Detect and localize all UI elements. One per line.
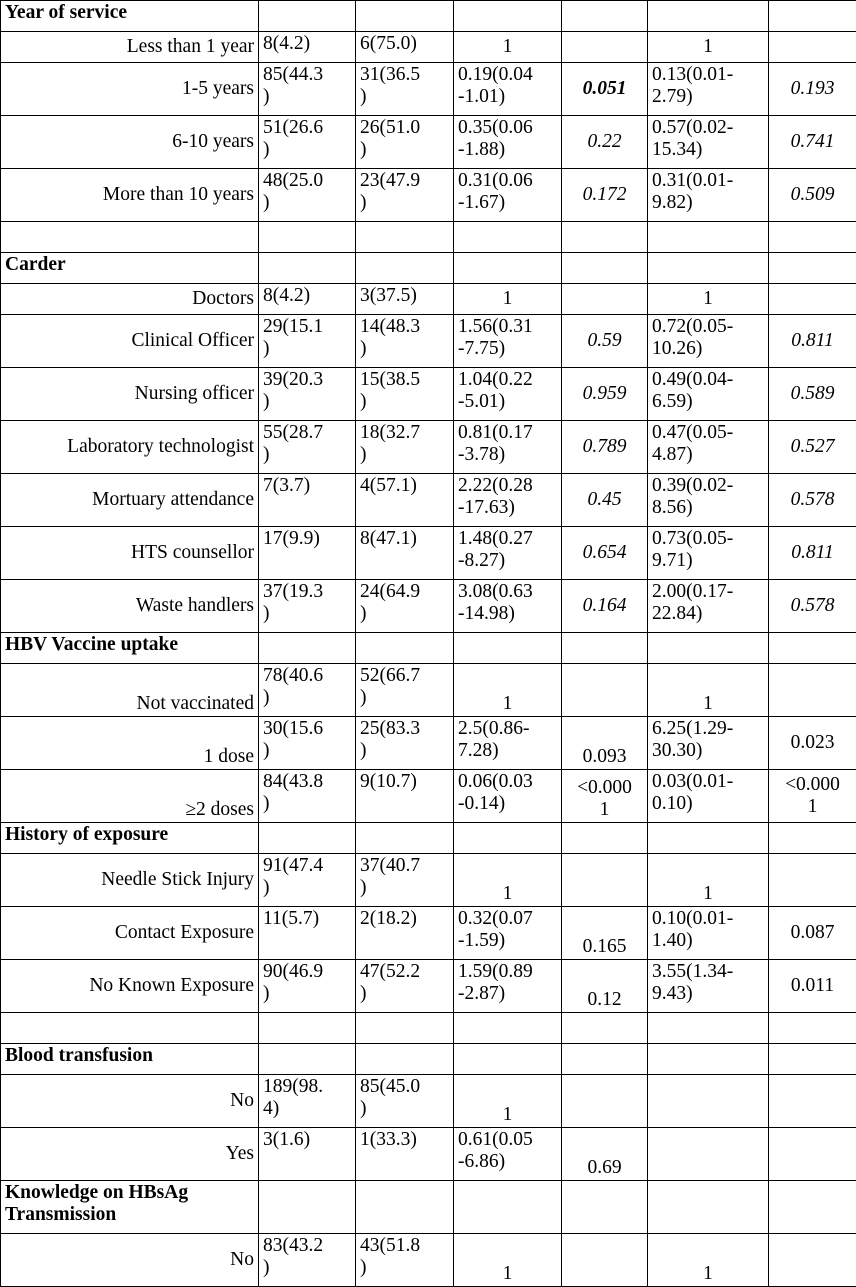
cor-cell: 0.35(0.06 -1.88) bbox=[454, 116, 562, 169]
cor-cell: 1 bbox=[454, 284, 562, 315]
table-row bbox=[1, 368, 856, 421]
section-header-row bbox=[1, 1, 856, 32]
table-row bbox=[1, 1075, 856, 1128]
table-row bbox=[1, 474, 856, 527]
empty-cell bbox=[562, 253, 648, 284]
count-cell: 91(47.4 ) bbox=[259, 854, 356, 907]
aor-cell: 0.73(0.05- 9.71) bbox=[648, 527, 769, 580]
aor-cell bbox=[648, 1075, 769, 1128]
empty-cell bbox=[562, 633, 648, 664]
p-value-crude: 0.654 bbox=[562, 527, 648, 580]
empty-cell bbox=[648, 823, 769, 854]
row-label: Doctors bbox=[1, 284, 259, 315]
empty-cell bbox=[356, 1013, 454, 1044]
p-value-adjusted: 0.527 bbox=[769, 421, 856, 474]
empty-cell bbox=[648, 1013, 769, 1044]
count-cell: 84(43.8 ) bbox=[259, 770, 356, 823]
empty-cell bbox=[454, 222, 562, 253]
positive-cell: 14(48.3 ) bbox=[356, 315, 454, 368]
aor-cell: 2.00(0.17- 22.84) bbox=[648, 580, 769, 633]
table-row bbox=[1, 770, 856, 823]
empty-cell bbox=[562, 1181, 648, 1234]
table-body bbox=[1, 1, 856, 1287]
positive-cell: 3(37.5) bbox=[356, 284, 454, 315]
empty-cell bbox=[648, 222, 769, 253]
row-label: No Known Exposure bbox=[1, 960, 259, 1013]
empty-cell bbox=[259, 633, 356, 664]
table-row bbox=[1, 717, 856, 770]
cor-cell: 1.48(0.27 -8.27) bbox=[454, 527, 562, 580]
row-label: 1 dose bbox=[1, 717, 259, 770]
empty-cell bbox=[454, 253, 562, 284]
p-value-crude: <0.000 1 bbox=[562, 770, 648, 823]
p-value-crude: 0.69 bbox=[562, 1128, 648, 1181]
empty-cell bbox=[769, 253, 856, 284]
empty-cell bbox=[769, 222, 856, 253]
table-row bbox=[1, 315, 856, 368]
p-value-crude: 0.093 bbox=[562, 717, 648, 770]
cor-cell: 1 bbox=[454, 854, 562, 907]
p-value-adjusted: 0.023 bbox=[769, 717, 856, 770]
aor-cell: 1 bbox=[648, 284, 769, 315]
aor-cell: 0.03(0.01- 0.10) bbox=[648, 770, 769, 823]
positive-cell: 24(64.9 ) bbox=[356, 580, 454, 633]
cor-cell: 0.31(0.06 -1.67) bbox=[454, 169, 562, 222]
row-label: No bbox=[1, 1234, 259, 1287]
aor-cell: 0.31(0.01- 9.82) bbox=[648, 169, 769, 222]
cor-cell: 0.61(0.05 -6.86) bbox=[454, 1128, 562, 1181]
table-row bbox=[1, 421, 856, 474]
p-value-adjusted bbox=[769, 664, 856, 717]
row-label: No bbox=[1, 1075, 259, 1128]
p-value-adjusted: 0.589 bbox=[769, 368, 856, 421]
count-cell: 3(1.6) bbox=[259, 1128, 356, 1181]
p-value-adjusted: 0.578 bbox=[769, 580, 856, 633]
table-row bbox=[1, 32, 856, 63]
positive-cell: 1(33.3) bbox=[356, 1128, 454, 1181]
table-row bbox=[1, 664, 856, 717]
section-header-row bbox=[1, 823, 856, 854]
count-cell: 11(5.7) bbox=[259, 907, 356, 960]
p-value-adjusted bbox=[769, 284, 856, 315]
row-label: Mortuary attendance bbox=[1, 474, 259, 527]
empty-cell bbox=[648, 1044, 769, 1075]
table-row bbox=[1, 854, 856, 907]
count-cell: 55(28.7 ) bbox=[259, 421, 356, 474]
p-value-adjusted: 0.811 bbox=[769, 527, 856, 580]
row-label: HTS counsellor bbox=[1, 527, 259, 580]
aor-cell: 0.49(0.04- 6.59) bbox=[648, 368, 769, 421]
blank-row bbox=[1, 1013, 856, 1044]
p-value-adjusted: 0.193 bbox=[769, 63, 856, 116]
positive-cell: 2(18.2) bbox=[356, 907, 454, 960]
aor-cell: 0.57(0.02- 15.34) bbox=[648, 116, 769, 169]
cor-cell: 1.56(0.31 -7.75) bbox=[454, 315, 562, 368]
section-title: Blood transfusion bbox=[1, 1044, 259, 1075]
table-row bbox=[1, 1234, 856, 1287]
p-value-crude: 0.164 bbox=[562, 580, 648, 633]
positive-cell: 52(66.7 ) bbox=[356, 664, 454, 717]
table-row bbox=[1, 580, 856, 633]
empty-cell bbox=[1, 222, 259, 253]
cor-cell: 0.32(0.07 -1.59) bbox=[454, 907, 562, 960]
cor-cell: 1.04(0.22 -5.01) bbox=[454, 368, 562, 421]
p-value-crude bbox=[562, 284, 648, 315]
p-value-crude bbox=[562, 664, 648, 717]
table-row bbox=[1, 907, 856, 960]
p-value-crude: 0.22 bbox=[562, 116, 648, 169]
empty-cell bbox=[562, 1, 648, 32]
empty-cell bbox=[356, 633, 454, 664]
row-label: Less than 1 year bbox=[1, 32, 259, 63]
count-cell: 37(19.3 ) bbox=[259, 580, 356, 633]
empty-cell bbox=[356, 222, 454, 253]
p-value-adjusted: 0.509 bbox=[769, 169, 856, 222]
count-cell: 30(15.6 ) bbox=[259, 717, 356, 770]
empty-cell bbox=[648, 253, 769, 284]
aor-cell bbox=[648, 1128, 769, 1181]
aor-cell: 1 bbox=[648, 32, 769, 63]
section-title: Carder bbox=[1, 253, 259, 284]
empty-cell bbox=[454, 633, 562, 664]
positive-cell: 9(10.7) bbox=[356, 770, 454, 823]
p-value-adjusted: 0.087 bbox=[769, 907, 856, 960]
cor-cell: 2.22(0.28 -17.63) bbox=[454, 474, 562, 527]
section-title: Year of service bbox=[1, 1, 259, 32]
p-value-crude bbox=[562, 1075, 648, 1128]
p-value-adjusted bbox=[769, 1128, 856, 1181]
positive-cell: 18(32.7 ) bbox=[356, 421, 454, 474]
p-value-adjusted: 0.741 bbox=[769, 116, 856, 169]
table-row bbox=[1, 169, 856, 222]
cor-cell: 0.19(0.04 -1.01) bbox=[454, 63, 562, 116]
p-value-adjusted bbox=[769, 1234, 856, 1287]
empty-cell bbox=[356, 1, 454, 32]
table-row bbox=[1, 1128, 856, 1181]
empty-cell bbox=[259, 823, 356, 854]
row-label: Not vaccinated bbox=[1, 664, 259, 717]
aor-cell: 0.10(0.01- 1.40) bbox=[648, 907, 769, 960]
positive-cell: 23(47.9 ) bbox=[356, 169, 454, 222]
count-cell: 90(46.9 ) bbox=[259, 960, 356, 1013]
count-cell: 8(4.2) bbox=[259, 284, 356, 315]
empty-cell bbox=[562, 222, 648, 253]
positive-cell: 85(45.0 ) bbox=[356, 1075, 454, 1128]
aor-cell: 1 bbox=[648, 854, 769, 907]
p-value-crude: 0.051 bbox=[562, 63, 648, 116]
empty-cell bbox=[648, 1181, 769, 1234]
empty-cell bbox=[259, 222, 356, 253]
section-header-row bbox=[1, 633, 856, 664]
count-cell: 51(26.6 ) bbox=[259, 116, 356, 169]
table-row bbox=[1, 116, 856, 169]
empty-cell bbox=[769, 823, 856, 854]
p-value-crude bbox=[562, 854, 648, 907]
count-cell: 17(9.9) bbox=[259, 527, 356, 580]
p-value-crude: 0.45 bbox=[562, 474, 648, 527]
empty-cell bbox=[454, 1181, 562, 1234]
count-cell: 85(44.3 ) bbox=[259, 63, 356, 116]
positive-cell: 47(52.2 ) bbox=[356, 960, 454, 1013]
empty-cell bbox=[769, 1013, 856, 1044]
cor-cell: 1 bbox=[454, 664, 562, 717]
table-row bbox=[1, 527, 856, 580]
p-value-crude: 0.165 bbox=[562, 907, 648, 960]
table-row bbox=[1, 284, 856, 315]
empty-cell bbox=[356, 823, 454, 854]
cor-cell: 1 bbox=[454, 1234, 562, 1287]
p-value-adjusted: <0.000 1 bbox=[769, 770, 856, 823]
row-label: Waste handlers bbox=[1, 580, 259, 633]
row-label: Needle Stick Injury bbox=[1, 854, 259, 907]
empty-cell bbox=[454, 1044, 562, 1075]
count-cell: 39(20.3 ) bbox=[259, 368, 356, 421]
p-value-crude: 0.172 bbox=[562, 169, 648, 222]
section-header-row bbox=[1, 253, 856, 284]
empty-cell bbox=[562, 823, 648, 854]
empty-cell bbox=[562, 1044, 648, 1075]
aor-cell: 0.13(0.01- 2.79) bbox=[648, 63, 769, 116]
p-value-adjusted bbox=[769, 854, 856, 907]
empty-cell bbox=[259, 1, 356, 32]
empty-cell bbox=[259, 1044, 356, 1075]
positive-cell: 8(47.1) bbox=[356, 527, 454, 580]
empty-cell bbox=[769, 1, 856, 32]
empty-cell bbox=[648, 1, 769, 32]
positive-cell: 4(57.1) bbox=[356, 474, 454, 527]
row-label: Contact Exposure bbox=[1, 907, 259, 960]
p-value-crude: 0.789 bbox=[562, 421, 648, 474]
aor-cell: 0.39(0.02- 8.56) bbox=[648, 474, 769, 527]
cor-cell: 1.59(0.89 -2.87) bbox=[454, 960, 562, 1013]
empty-cell bbox=[259, 1181, 356, 1234]
empty-cell bbox=[454, 1013, 562, 1044]
positive-cell: 43(51.8 ) bbox=[356, 1234, 454, 1287]
section-header-row bbox=[1, 1181, 856, 1234]
row-label: More than 10 years bbox=[1, 169, 259, 222]
aor-cell: 0.47(0.05- 4.87) bbox=[648, 421, 769, 474]
row-label: Nursing officer bbox=[1, 368, 259, 421]
count-cell: 83(43.2 ) bbox=[259, 1234, 356, 1287]
empty-cell bbox=[454, 823, 562, 854]
section-title: Knowledge on HBsAg Transmission bbox=[1, 1181, 259, 1234]
empty-cell bbox=[1, 1013, 259, 1044]
cor-cell: 2.5(0.86- 7.28) bbox=[454, 717, 562, 770]
empty-cell bbox=[356, 253, 454, 284]
positive-cell: 31(36.5 ) bbox=[356, 63, 454, 116]
aor-cell: 0.72(0.05- 10.26) bbox=[648, 315, 769, 368]
empty-cell bbox=[259, 253, 356, 284]
p-value-crude bbox=[562, 1234, 648, 1287]
row-label: 6-10 years bbox=[1, 116, 259, 169]
empty-cell bbox=[769, 633, 856, 664]
p-value-crude: 0.59 bbox=[562, 315, 648, 368]
p-value-crude: 0.959 bbox=[562, 368, 648, 421]
row-label: 1-5 years bbox=[1, 63, 259, 116]
row-label: ≥2 doses bbox=[1, 770, 259, 823]
p-value-adjusted: 0.578 bbox=[769, 474, 856, 527]
positive-cell: 37(40.7 ) bbox=[356, 854, 454, 907]
aor-cell: 6.25(1.29- 30.30) bbox=[648, 717, 769, 770]
count-cell: 29(15.1 ) bbox=[259, 315, 356, 368]
positive-cell: 25(83.3 ) bbox=[356, 717, 454, 770]
blank-row bbox=[1, 222, 856, 253]
empty-cell bbox=[356, 1044, 454, 1075]
cor-cell: 1 bbox=[454, 32, 562, 63]
cor-cell: 3.08(0.63 -14.98) bbox=[454, 580, 562, 633]
cor-cell: 0.81(0.17 -3.78) bbox=[454, 421, 562, 474]
p-value-crude: 0.12 bbox=[562, 960, 648, 1013]
row-label: Yes bbox=[1, 1128, 259, 1181]
empty-cell bbox=[259, 1013, 356, 1044]
cor-cell: 0.06(0.03 -0.14) bbox=[454, 770, 562, 823]
empty-cell bbox=[769, 1044, 856, 1075]
count-cell: 189(98. 4) bbox=[259, 1075, 356, 1128]
positive-cell: 6(75.0) bbox=[356, 32, 454, 63]
aor-cell: 1 bbox=[648, 664, 769, 717]
aor-cell: 3.55(1.34- 9.43) bbox=[648, 960, 769, 1013]
p-value-crude bbox=[562, 32, 648, 63]
positive-cell: 15(38.5 ) bbox=[356, 368, 454, 421]
empty-cell bbox=[356, 1181, 454, 1234]
table-row bbox=[1, 63, 856, 116]
p-value-adjusted: 0.011 bbox=[769, 960, 856, 1013]
p-value-adjusted bbox=[769, 1075, 856, 1128]
p-value-adjusted bbox=[769, 32, 856, 63]
count-cell: 48(25.0 ) bbox=[259, 169, 356, 222]
count-cell: 8(4.2) bbox=[259, 32, 356, 63]
p-value-adjusted: 0.811 bbox=[769, 315, 856, 368]
aor-cell: 1 bbox=[648, 1234, 769, 1287]
section-title: History of exposure bbox=[1, 823, 259, 854]
empty-cell bbox=[562, 1013, 648, 1044]
section-title: HBV Vaccine uptake bbox=[1, 633, 259, 664]
cor-cell: 1 bbox=[454, 1075, 562, 1128]
empty-cell bbox=[454, 1, 562, 32]
row-label: Clinical Officer bbox=[1, 315, 259, 368]
count-cell: 7(3.7) bbox=[259, 474, 356, 527]
empty-cell bbox=[769, 1181, 856, 1234]
positive-cell: 26(51.0 ) bbox=[356, 116, 454, 169]
section-header-row bbox=[1, 1044, 856, 1075]
table-row bbox=[1, 960, 856, 1013]
empty-cell bbox=[648, 633, 769, 664]
count-cell: 78(40.6 ) bbox=[259, 664, 356, 717]
row-label: Laboratory technologist bbox=[1, 421, 259, 474]
